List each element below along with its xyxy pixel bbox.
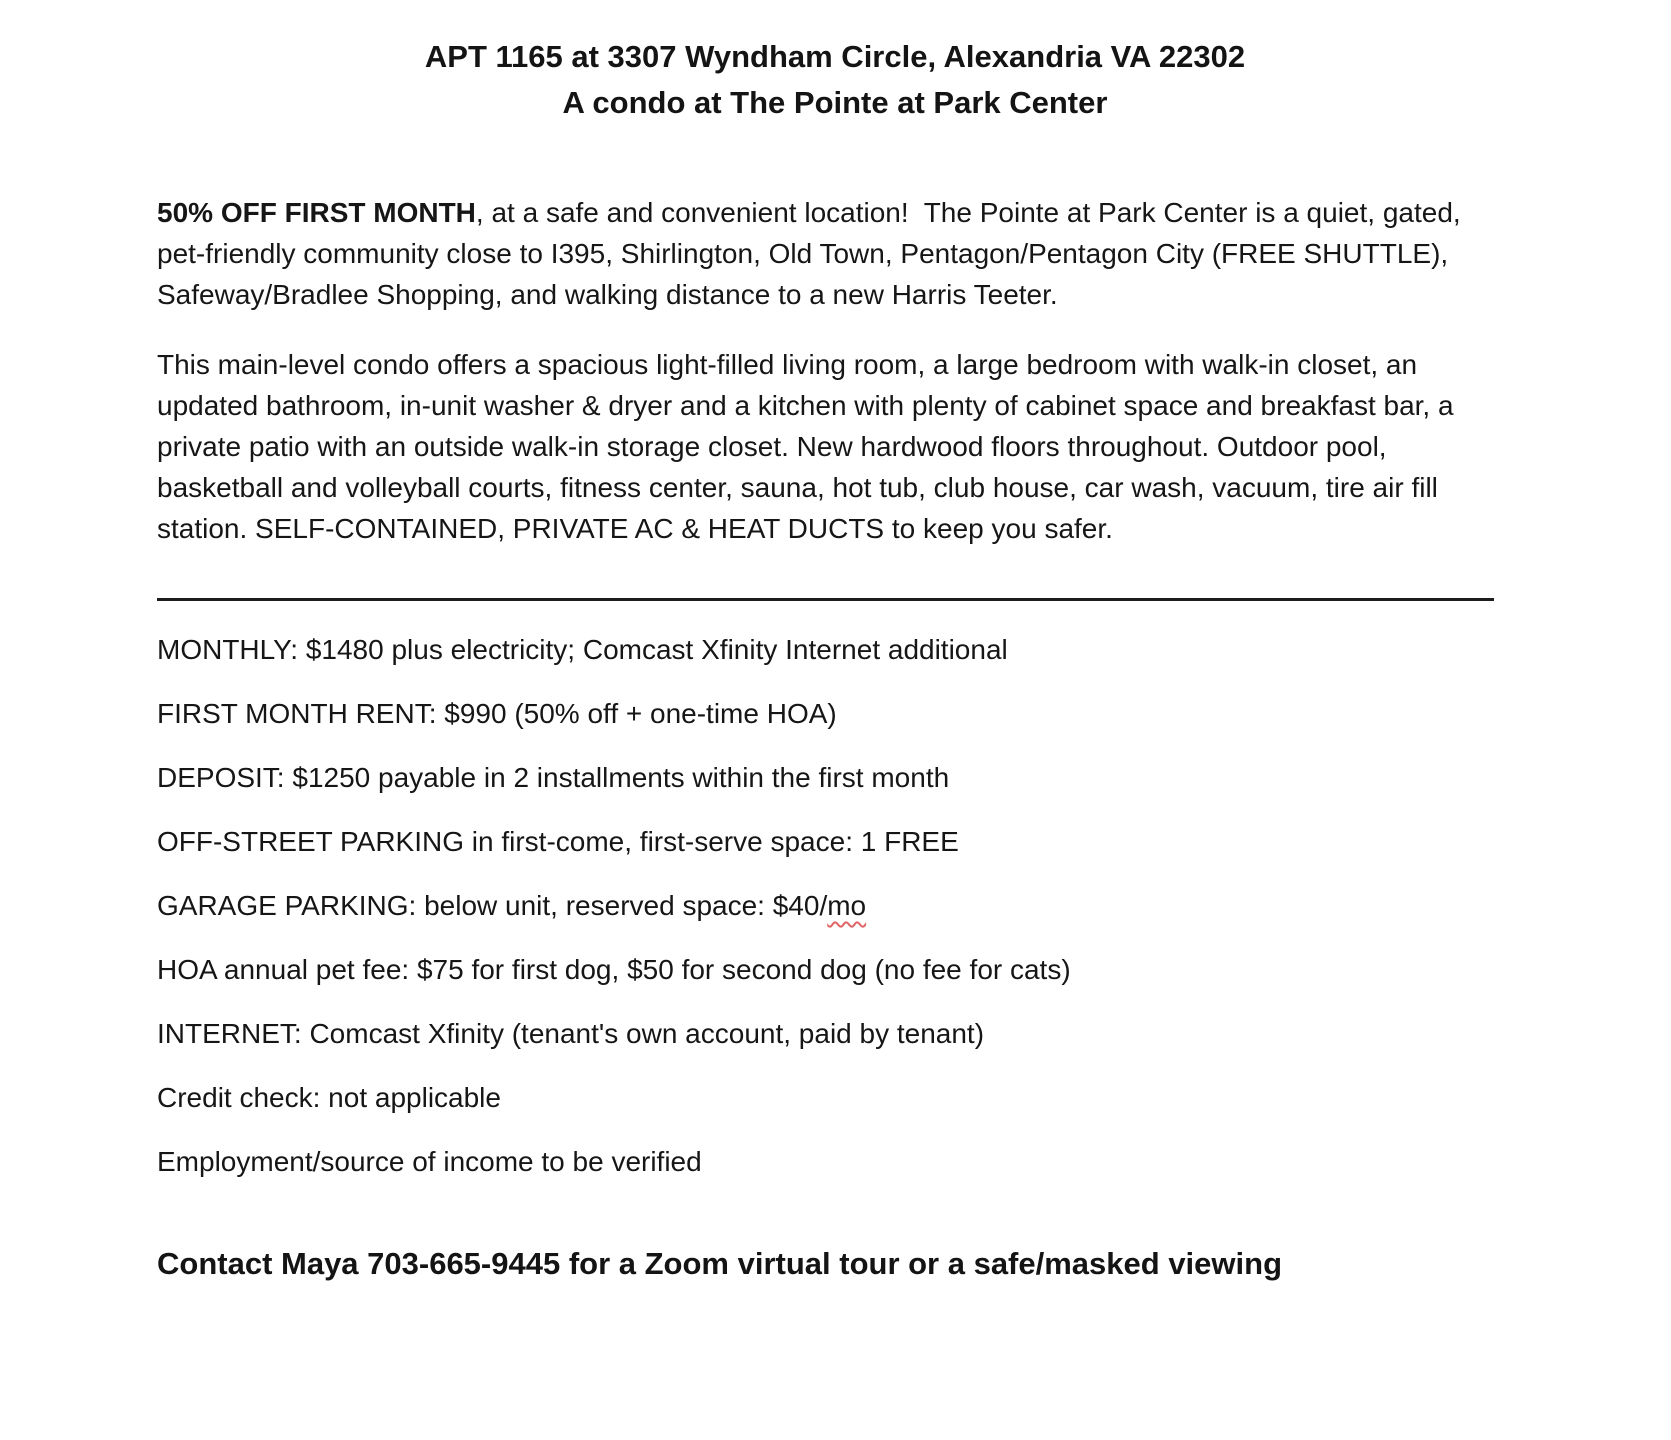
listing-header xyxy=(157,34,1513,126)
contact-line: Contact Maya 703-665-9445 for a Zoom virtual tour or a safe/masked viewing xyxy=(157,1246,1283,1281)
terms-section xyxy=(157,629,1513,1182)
features-paragraph: This main-level condo offers a spacious light-filled living room, a large bedroom with walk-in closet, an updated bathroom, in-unit washer & dryer and a kitchen with plenty of cabinet space and breakfast bar, a private patio with an outside walk-in storage closet. New hardwood floors throughout. Outdoor pool, basketball and volleyball courts, fitness center, sauna, hot tub, club house, car wash, vacuum, tire air fill station. SELF-CONTAINED, PRIVATE AC & HEAT DUCTS to keep you safer. xyxy=(157,349,1462,544)
term-monthly-rent: MONTHLY: $1480 plus electricity; Comcast Xfinity Internet additional xyxy=(157,634,1008,665)
promo-lead-text: 50% OFF FIRST MONTH xyxy=(157,197,476,228)
term-deposit: DEPOSIT: $1250 payable in 2 installments within the first month xyxy=(157,762,950,793)
term-first-month-rent: FIRST MONTH RENT: $990 (50% off + one-time HOA) xyxy=(157,698,837,729)
term-pet-fee: HOA annual pet fee: $75 for first dog, $50 for second dog (no fee for cats) xyxy=(157,954,1071,985)
section-divider xyxy=(157,598,1494,601)
promo-body-text: , at a safe and convenient location! The Pointe at Park Center is a quiet, gated, pet-friendly community close to I395, Shirlington, Old Town, Pentagon/Pentagon City (FREE SHUTTLE), Safeway/Bradlee Shopping, and walking distance to a new Harris Teeter. xyxy=(157,197,1469,310)
term-credit-check: Credit check: not applicable xyxy=(157,1082,501,1113)
garage-parking-text: GARAGE PARKING: below unit, reserved space: $40/ xyxy=(157,890,828,921)
promo-paragraph xyxy=(157,192,1513,315)
listing-subtitle: A condo at The Pointe at Park Center xyxy=(562,85,1108,120)
listing-title: APT 1165 at 3307 Wyndham Circle, Alexandria VA 22302 xyxy=(424,39,1246,74)
description-section xyxy=(157,192,1513,549)
spellcheck-flagged-word: mo xyxy=(827,890,867,921)
term-employment-verification: Employment/source of income to be verified xyxy=(157,1146,702,1177)
term-garage-parking xyxy=(157,885,1513,926)
term-internet: INTERNET: Comcast Xfinity (tenant's own account, paid by tenant) xyxy=(157,1018,985,1049)
term-off-street-parking: OFF-STREET PARKING in first-come, first-serve space: 1 FREE xyxy=(157,826,959,857)
listing-footer xyxy=(157,1242,1513,1286)
